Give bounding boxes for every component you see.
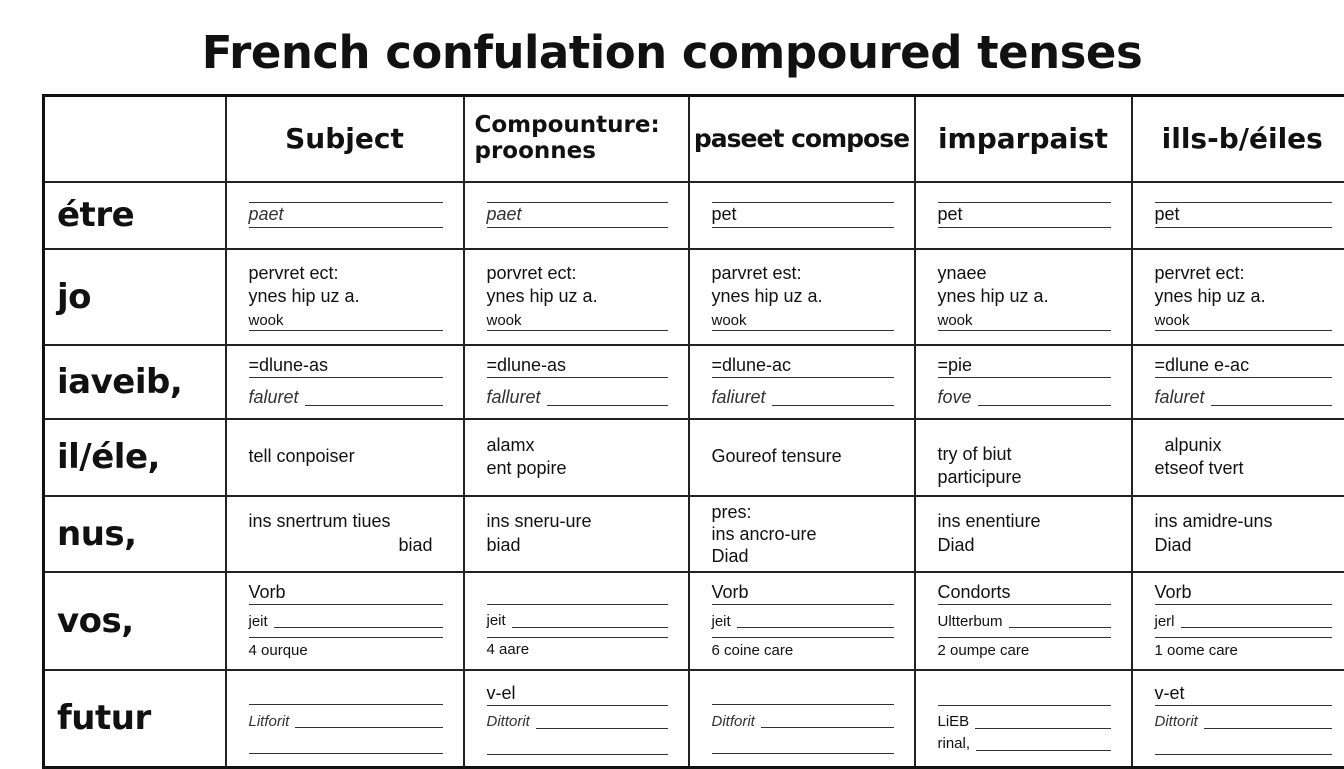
cell-text: Ultterbum <box>938 612 1003 632</box>
cell-text: pervret ect: <box>249 262 339 285</box>
table-cell <box>689 670 915 768</box>
cell-text: fove <box>938 386 972 409</box>
cell-text: Condorts <box>938 581 1011 604</box>
cell-text: alamx <box>487 434 535 457</box>
table-cell <box>464 572 689 670</box>
cell-text: ynes hip uz a. <box>1155 285 1266 308</box>
header-subject: Subject <box>226 96 464 182</box>
table-cell <box>689 496 915 572</box>
cell-text: v-el <box>487 682 516 705</box>
cell-text: wook <box>249 311 284 331</box>
cell-text: jeit <box>487 611 506 631</box>
cell-text: 4 aare <box>487 640 530 660</box>
cell-text: tell conpoiser <box>249 445 355 468</box>
cell-text: Ditforit <box>712 712 755 732</box>
cell-text: ins ancro-ure <box>712 525 817 545</box>
cell-text: Diad <box>1155 534 1192 557</box>
table-row-futur <box>44 670 1344 768</box>
cell-text: rinal, <box>938 734 971 754</box>
table-cell <box>915 182 1132 249</box>
conjugation-table <box>42 94 1344 769</box>
cell-text: =dlune e-ac <box>1155 354 1250 377</box>
cell-text: ynes hip uz a. <box>712 285 823 308</box>
header-ills-eiles: ills-b/éiles <box>1132 96 1344 182</box>
cell-text: biad <box>398 534 432 557</box>
table-cell <box>689 572 915 670</box>
table-cell <box>226 419 464 496</box>
cell-text: Diad <box>712 547 749 567</box>
cell-text: Dittorit <box>487 712 530 732</box>
table-cell <box>464 249 689 345</box>
cell-text: ynes hip uz a. <box>487 285 598 308</box>
cell-text: pet <box>938 203 963 226</box>
table-cell <box>464 419 689 496</box>
cell-text: alpunix <box>1165 434 1222 457</box>
table-cell <box>226 249 464 345</box>
page-title: French confulation compoured tenses <box>0 26 1344 79</box>
row-label: il/éle, <box>44 419 226 496</box>
row-label: nus, <box>44 496 226 572</box>
table-row-nus <box>44 496 1344 572</box>
header-compounture: Compounture: proonnes <box>464 96 689 182</box>
cell-text: faluret <box>249 386 299 409</box>
table-cell <box>689 182 915 249</box>
table-cell <box>1132 572 1344 670</box>
cell-text: ent popire <box>487 457 567 480</box>
cell-text: falluret <box>487 386 541 409</box>
cell-text: ins amidre-uns <box>1155 510 1273 533</box>
cell-text: =pie <box>938 354 973 377</box>
table-cell <box>226 572 464 670</box>
cell-text: try of biut <box>938 443 1012 466</box>
table-cell <box>226 345 464 419</box>
cell-text: Dittorit <box>1155 712 1198 732</box>
cell-text: ynes hip uz a. <box>249 285 360 308</box>
cell-text: etseof tvert <box>1155 457 1244 480</box>
table-cell <box>689 249 915 345</box>
cell-text: 1 oome care <box>1155 641 1238 661</box>
cell-text: wook <box>712 311 747 331</box>
cell-text: Vorb <box>712 581 749 604</box>
table-cell <box>915 670 1132 768</box>
table-cell <box>1132 419 1344 496</box>
cell-text: paet <box>249 203 284 226</box>
table-row-il-ele <box>44 419 1344 496</box>
row-label: étre <box>44 182 226 249</box>
table-row-iaveib <box>44 345 1344 419</box>
cell-text: Goureof tensure <box>712 445 842 468</box>
cell-text: pet <box>1155 203 1180 226</box>
cell-text: jeit <box>249 612 268 632</box>
row-label: iaveib, <box>44 345 226 419</box>
table-cell <box>1132 670 1344 768</box>
cell-text: =dlune-as <box>249 354 329 377</box>
row-label: futur <box>44 670 226 768</box>
table-cell <box>226 670 464 768</box>
cell-text: 4 ourque <box>249 641 308 661</box>
cell-text: Vorb <box>249 581 286 604</box>
table-cell <box>915 496 1132 572</box>
cell-text: =dlune-as <box>487 354 567 377</box>
cell-text: porvret ect: <box>487 262 577 285</box>
table-cell <box>689 345 915 419</box>
cell-text: jeit <box>712 612 731 632</box>
header-corner <box>44 96 226 182</box>
row-label: jo <box>44 249 226 345</box>
cell-text: ynes hip uz a. <box>938 285 1049 308</box>
cell-text: Vorb <box>1155 581 1192 604</box>
cell-text: pres: <box>712 503 752 523</box>
header-row <box>44 96 1344 182</box>
table-cell <box>915 345 1132 419</box>
cell-text: wook <box>1155 311 1190 331</box>
cell-text: jerl <box>1155 612 1175 632</box>
cell-text: paet <box>487 203 522 226</box>
cell-text: faliuret <box>712 386 766 409</box>
cell-text: Litforit <box>249 712 290 732</box>
cell-text: ins sneru-ure <box>487 510 592 533</box>
cell-text: =dlune-ac <box>712 354 792 377</box>
table-cell <box>915 572 1132 670</box>
table-cell <box>689 419 915 496</box>
cell-text: 6 coine care <box>712 641 794 661</box>
table-cell <box>464 182 689 249</box>
table-cell <box>464 496 689 572</box>
table-cell <box>915 249 1132 345</box>
cell-text: Diad <box>938 534 975 557</box>
table-cell <box>1132 345 1344 419</box>
cell-text: ins enentiure <box>938 510 1041 533</box>
table-cell <box>915 419 1132 496</box>
cell-text: v-et <box>1155 682 1185 705</box>
table-row-jo <box>44 249 1344 345</box>
cell-text: LiEB <box>938 712 970 732</box>
table-cell <box>464 345 689 419</box>
cell-text: faluret <box>1155 386 1205 409</box>
table-cell <box>1132 249 1344 345</box>
table-cell <box>1132 496 1344 572</box>
row-label: vos, <box>44 572 226 670</box>
cell-text: ynaee <box>938 262 987 285</box>
cell-text: pet <box>712 203 737 226</box>
cell-text: wook <box>938 311 973 331</box>
cell-text: 2 oumpe care <box>938 641 1030 661</box>
table-cell <box>226 496 464 572</box>
table-row-etre <box>44 182 1344 249</box>
table-cell <box>464 670 689 768</box>
cell-text: participure <box>938 466 1022 489</box>
table-cell <box>226 182 464 249</box>
cell-text: wook <box>487 311 522 331</box>
table-row-vos <box>44 572 1344 670</box>
cell-text: parvret est: <box>712 262 802 285</box>
header-paseet-compose: paseet compose <box>689 96 915 182</box>
cell-text: pervret ect: <box>1155 262 1245 285</box>
header-imparpaist: imparpaist <box>915 96 1132 182</box>
cell-text: biad <box>487 534 521 557</box>
table-cell <box>1132 182 1344 249</box>
cell-text: ins snertrum tiues <box>249 510 391 533</box>
